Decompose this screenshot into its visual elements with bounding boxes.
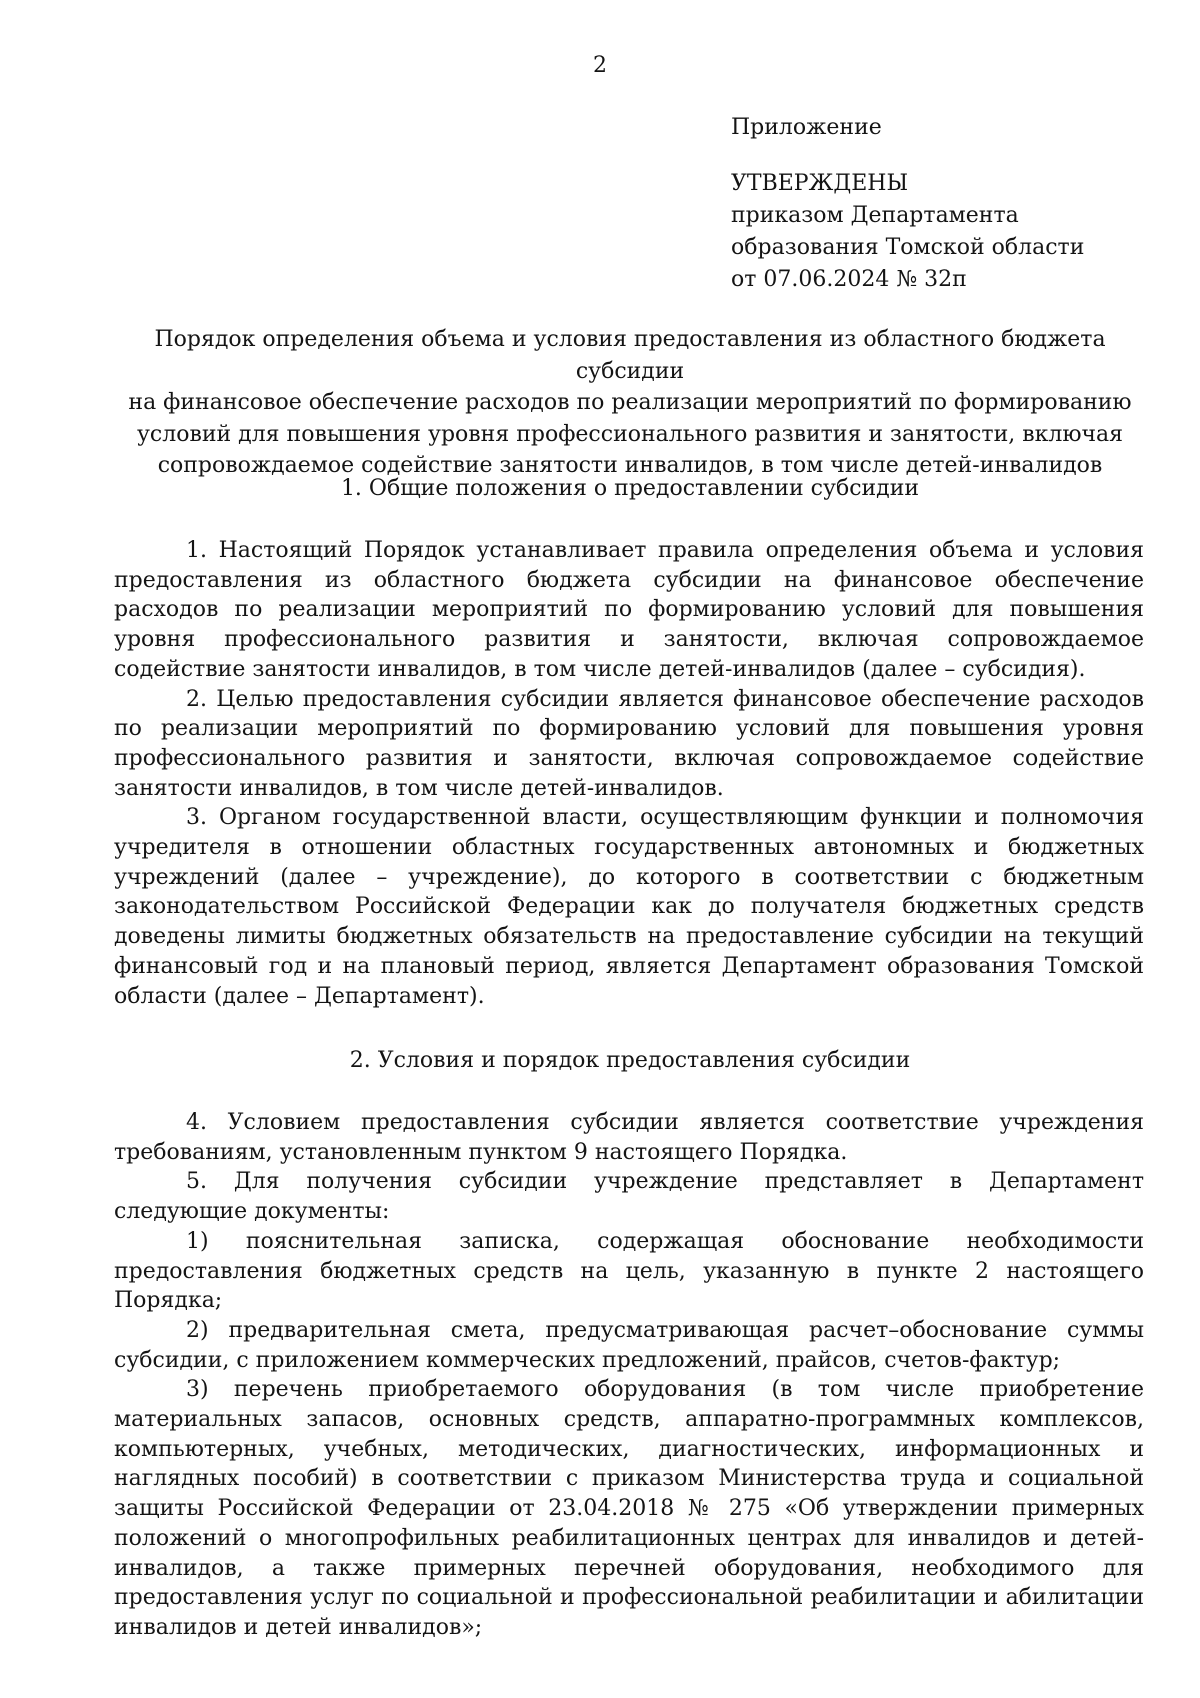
approval-order-line: образования Томской области xyxy=(731,235,1085,260)
section-heading: 2. Условия и порядок предоставления субсидии xyxy=(349,1048,911,1073)
title-line: на финансовое обеспечение расходов по реализации мероприятий по формированию xyxy=(128,390,1132,415)
section-heading: 1. Общие положения о предоставлении субсидии xyxy=(340,476,920,501)
paragraph: 3. Органом государственной власти, осуществляющим функции и полномочия учредителя в отношении областных государственных автономных и бюджетных учреждений (далее – учреждение), до которого в соответствии с бюджетным законодательством Российской Федерации как до получателя бюджетных средств доведены лимиты бюджетных обязательств на предоставление субсидии на текущий финансовый год и на плановый период, является Департамент образования Томской области (далее – Департамент). xyxy=(114,805,1144,1009)
list-item: 3) перечень приобретаемого оборудования (в том числе приобретение материальных запасов, основных средств, аппаратно-программных комплексов, компьютерных, учебных, методических, диагностических, информационных и наглядных пособий) в соответствии с приказом Министерства труда и социальной защиты Российской Федерации от 23.04.2018 № 275 «Об утверждении примерных положений о многопрофильных реабилитационных центрах для инвалидов и детей-инвалидов, а также примерных перечней оборудования, необходимого для предоставления услуг по социальной и профессиональной реабилитации и абилитации инвалидов и детей инвалидов»; xyxy=(114,1377,1144,1640)
page-number: 2 xyxy=(593,53,607,78)
paragraph: 5. Для получения субсидии учреждение представляет в Департамент следующие документы: xyxy=(114,1169,1144,1225)
paragraph: 2. Целью предоставления субсидии является финансовое обеспечение расходов по реализации мероприятий по формированию условий для повышения уровня профессионального развития и занятости, включая сопровождаемое содействие занятости инвалидов, в том числе детей-инвалидов. xyxy=(114,686,1144,801)
list-item: 1) пояснительная записка, содержащая обоснование необходимости предоставления бюджетных средств на цель, указанную в пункте 2 настоящего Порядка; xyxy=(114,1228,1144,1314)
section-body xyxy=(114,1108,1144,1643)
section-body xyxy=(114,536,1144,1011)
approval-order-date: от 07.06.2024 № 32п xyxy=(731,267,967,292)
paragraph: 1. Настоящий Порядок устанавливает правила определения объема и условия предоставления из областного бюджета субсидии на финансовое обеспечение расходов по реализации мероприятий по формированию условий для повышения уровня профессионального развития и занятости, включая сопровождаемое содействие занятости инвалидов, в том числе детей-инвалидов (далее – субсидия). xyxy=(114,538,1144,682)
approval-order-line: приказом Департамента xyxy=(731,203,1019,228)
approved-label: УТВЕРЖДЕНЫ xyxy=(731,171,909,196)
title-line: Порядок определения объема и условия предоставления из областного бюджета субсидии xyxy=(154,327,1106,384)
approval-stamp-block xyxy=(731,112,1084,296)
title-line: сопровождаемое содействие занятости инвалидов, в том числе детей-инвалидов xyxy=(157,453,1103,478)
paragraph: 4. Условием предоставления субсидии является соответствие учреждения требованиям, установленным пунктом 9 настоящего Порядка. xyxy=(114,1110,1144,1165)
document-title xyxy=(110,324,1150,482)
spacer xyxy=(731,144,1084,168)
title-line: условий для повышения уровня профессионального развития и занятости, включая xyxy=(136,421,1124,447)
list-item: 2) предварительная смета, предусматривающая расчет–обоснование суммы субсидии, с приложением коммерческих предложений, прайсов, счетов-фактур; xyxy=(114,1317,1144,1373)
appendix-label: Приложение xyxy=(731,115,882,140)
